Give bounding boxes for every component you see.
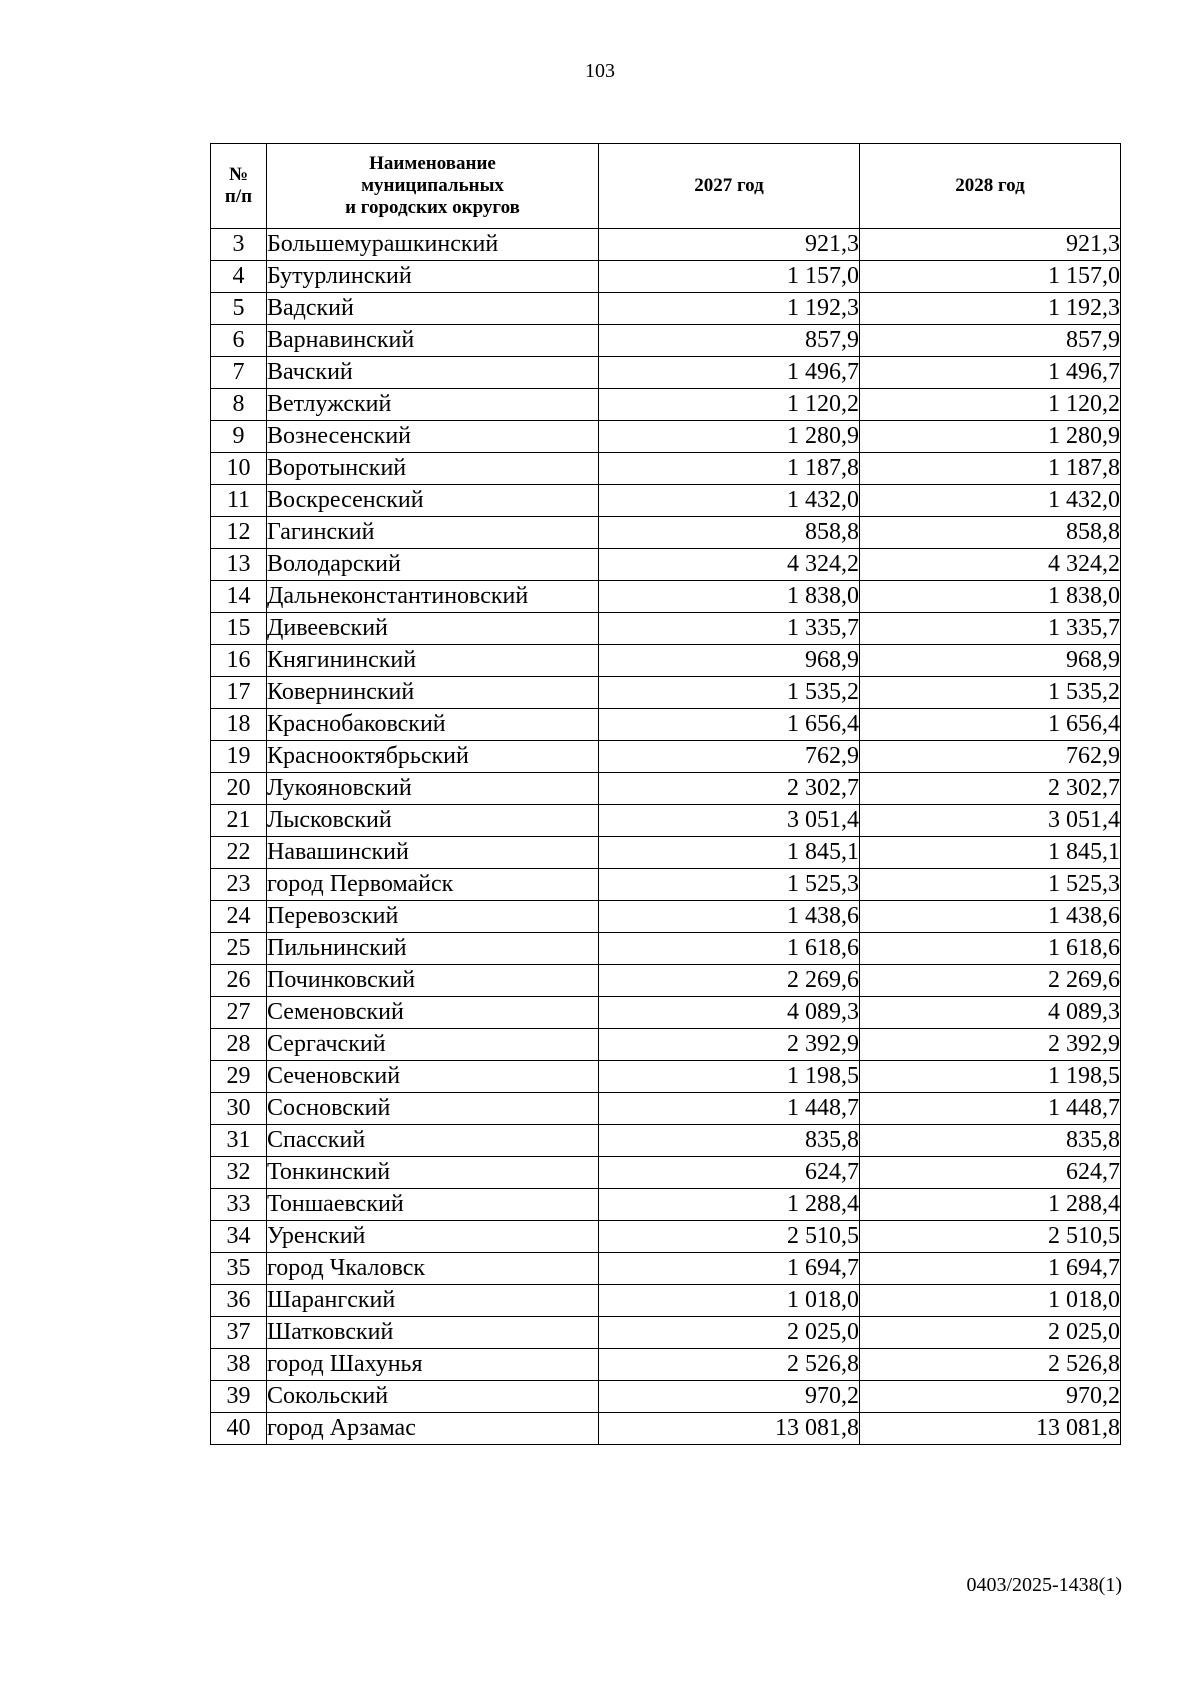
table-row — [211, 517, 1121, 549]
district-name-cell: Воротынский — [267, 453, 599, 485]
value-2027-cell: 1 496,7 — [599, 357, 860, 389]
value-2028-cell: 858,8 — [860, 517, 1121, 549]
table-row — [211, 901, 1121, 933]
table-row — [211, 1029, 1121, 1061]
table-row — [211, 1413, 1121, 1445]
value-2027-cell: 1 694,7 — [599, 1253, 860, 1285]
table-row — [211, 1285, 1121, 1317]
row-number-cell: 17 — [211, 677, 267, 709]
district-name-cell: Спасский — [267, 1125, 599, 1157]
document-code: 0403/2025-1438(1) — [966, 1574, 1122, 1596]
value-2027-cell: 1 618,6 — [599, 933, 860, 965]
row-number-cell: 26 — [211, 965, 267, 997]
table-row — [211, 229, 1121, 261]
value-2028-cell: 970,2 — [860, 1381, 1121, 1413]
value-2027-cell: 13 081,8 — [599, 1413, 860, 1445]
value-2027-cell: 1 288,4 — [599, 1189, 860, 1221]
row-number-cell: 4 — [211, 261, 267, 293]
table-row — [211, 357, 1121, 389]
value-2028-cell: 2 025,0 — [860, 1317, 1121, 1349]
value-2028-cell: 1 120,2 — [860, 389, 1121, 421]
value-2027-cell: 2 526,8 — [599, 1349, 860, 1381]
district-name-cell: Шарангский — [267, 1285, 599, 1317]
district-name-cell: Дивеевский — [267, 613, 599, 645]
value-2027-cell: 1 187,8 — [599, 453, 860, 485]
value-2028-cell: 1 192,3 — [860, 293, 1121, 325]
value-2028-cell: 1 496,7 — [860, 357, 1121, 389]
row-number-cell: 27 — [211, 997, 267, 1029]
value-2028-cell: 1 288,4 — [860, 1189, 1121, 1221]
value-2027-cell: 858,8 — [599, 517, 860, 549]
table-body — [211, 229, 1121, 1445]
row-number-cell: 5 — [211, 293, 267, 325]
district-name-cell: Сокольский — [267, 1381, 599, 1413]
value-2028-cell: 921,3 — [860, 229, 1121, 261]
table-row — [211, 1253, 1121, 1285]
district-name-cell: Большемурашкинский — [267, 229, 599, 261]
value-2028-cell: 624,7 — [860, 1157, 1121, 1189]
header-name-line: и городских округов — [345, 197, 520, 218]
table-row — [211, 453, 1121, 485]
district-name-cell: Володарский — [267, 549, 599, 581]
row-number-cell: 31 — [211, 1125, 267, 1157]
table-row — [211, 645, 1121, 677]
value-2027-cell: 1 448,7 — [599, 1093, 860, 1125]
table-row — [211, 1189, 1121, 1221]
row-number-cell: 20 — [211, 773, 267, 805]
district-name-cell: Варнавинский — [267, 325, 599, 357]
table-row — [211, 1317, 1121, 1349]
value-2027-cell: 2 302,7 — [599, 773, 860, 805]
header-year-2027: 2027 год — [599, 144, 860, 229]
district-name-cell: Дальнеконстантиновский — [267, 581, 599, 613]
row-number-cell: 10 — [211, 453, 267, 485]
district-name-cell: город Шахунья — [267, 1349, 599, 1381]
row-number-cell: 11 — [211, 485, 267, 517]
value-2028-cell: 1 280,9 — [860, 421, 1121, 453]
value-2028-cell: 4 324,2 — [860, 549, 1121, 581]
value-2027-cell: 1 192,3 — [599, 293, 860, 325]
value-2027-cell: 1 535,2 — [599, 677, 860, 709]
value-2028-cell: 1 694,7 — [860, 1253, 1121, 1285]
district-name-cell: город Первомайск — [267, 869, 599, 901]
table-row — [211, 325, 1121, 357]
district-name-cell: Навашинский — [267, 837, 599, 869]
district-name-cell: Краснооктябрьский — [267, 741, 599, 773]
value-2028-cell: 2 510,5 — [860, 1221, 1121, 1253]
value-2028-cell: 1 448,7 — [860, 1093, 1121, 1125]
table-row — [211, 549, 1121, 581]
table-row — [211, 709, 1121, 741]
value-2027-cell: 835,8 — [599, 1125, 860, 1157]
district-name-cell: Сергачский — [267, 1029, 599, 1061]
value-2028-cell: 1 432,0 — [860, 485, 1121, 517]
row-number-cell: 30 — [211, 1093, 267, 1125]
district-name-cell: Тонкинский — [267, 1157, 599, 1189]
value-2028-cell: 1 845,1 — [860, 837, 1121, 869]
district-name-cell: Семеновский — [267, 997, 599, 1029]
value-2027-cell: 1 018,0 — [599, 1285, 860, 1317]
row-number-cell: 25 — [211, 933, 267, 965]
value-2028-cell: 3 051,4 — [860, 805, 1121, 837]
header-name — [267, 144, 599, 229]
value-2027-cell: 1 157,0 — [599, 261, 860, 293]
value-2027-cell: 762,9 — [599, 741, 860, 773]
row-number-cell: 14 — [211, 581, 267, 613]
row-number-cell: 7 — [211, 357, 267, 389]
district-name-cell: Воскресенский — [267, 485, 599, 517]
table-row — [211, 1061, 1121, 1093]
district-name-cell: Лысковский — [267, 805, 599, 837]
header-num — [211, 144, 267, 229]
district-name-cell: город Арзамас — [267, 1413, 599, 1445]
value-2028-cell: 13 081,8 — [860, 1413, 1121, 1445]
table-row — [211, 997, 1121, 1029]
value-2027-cell: 3 051,4 — [599, 805, 860, 837]
district-name-cell: город Чкаловск — [267, 1253, 599, 1285]
row-number-cell: 28 — [211, 1029, 267, 1061]
table-row — [211, 421, 1121, 453]
table-row — [211, 581, 1121, 613]
table-header-row — [211, 144, 1121, 229]
district-name-cell: Уренский — [267, 1221, 599, 1253]
value-2028-cell: 2 269,6 — [860, 965, 1121, 997]
value-2028-cell: 1 157,0 — [860, 261, 1121, 293]
value-2027-cell: 624,7 — [599, 1157, 860, 1189]
table-row — [211, 933, 1121, 965]
value-2028-cell: 2 302,7 — [860, 773, 1121, 805]
value-2028-cell: 1 618,6 — [860, 933, 1121, 965]
page-number: 103 — [585, 60, 615, 82]
district-name-cell: Перевозский — [267, 901, 599, 933]
row-number-cell: 3 — [211, 229, 267, 261]
row-number-cell: 13 — [211, 549, 267, 581]
value-2027-cell: 2 392,9 — [599, 1029, 860, 1061]
district-name-cell: Шатковский — [267, 1317, 599, 1349]
value-2027-cell: 1 198,5 — [599, 1061, 860, 1093]
header-name-line: муниципальных — [361, 175, 504, 196]
table-row — [211, 1349, 1121, 1381]
data-table — [210, 143, 1121, 1445]
value-2028-cell: 835,8 — [860, 1125, 1121, 1157]
table-row — [211, 965, 1121, 997]
value-2028-cell: 2 392,9 — [860, 1029, 1121, 1061]
district-name-cell: Вознесенский — [267, 421, 599, 453]
header-name-line: Наименование — [369, 153, 496, 174]
district-name-cell: Ковернинский — [267, 677, 599, 709]
value-2027-cell: 1 120,2 — [599, 389, 860, 421]
table-row — [211, 1381, 1121, 1413]
table-row — [211, 1157, 1121, 1189]
value-2027-cell: 1 335,7 — [599, 613, 860, 645]
value-2028-cell: 857,9 — [860, 325, 1121, 357]
district-name-cell: Вадский — [267, 293, 599, 325]
district-name-cell: Вачский — [267, 357, 599, 389]
row-number-cell: 24 — [211, 901, 267, 933]
table-row — [211, 485, 1121, 517]
value-2027-cell: 1 656,4 — [599, 709, 860, 741]
value-2027-cell: 968,9 — [599, 645, 860, 677]
value-2027-cell: 1 845,1 — [599, 837, 860, 869]
row-number-cell: 22 — [211, 837, 267, 869]
value-2028-cell: 1 438,6 — [860, 901, 1121, 933]
row-number-cell: 23 — [211, 869, 267, 901]
district-name-cell: Краснобаковский — [267, 709, 599, 741]
value-2028-cell: 1 198,5 — [860, 1061, 1121, 1093]
value-2027-cell: 2 025,0 — [599, 1317, 860, 1349]
table-row — [211, 869, 1121, 901]
value-2027-cell: 1 525,3 — [599, 869, 860, 901]
value-2028-cell: 2 526,8 — [860, 1349, 1121, 1381]
table-row — [211, 741, 1121, 773]
value-2028-cell: 1 838,0 — [860, 581, 1121, 613]
value-2028-cell: 4 089,3 — [860, 997, 1121, 1029]
value-2027-cell: 2 510,5 — [599, 1221, 860, 1253]
value-2028-cell: 1 187,8 — [860, 453, 1121, 485]
value-2027-cell: 4 324,2 — [599, 549, 860, 581]
table-row — [211, 389, 1121, 421]
value-2027-cell: 4 089,3 — [599, 997, 860, 1029]
district-name-cell: Княгининский — [267, 645, 599, 677]
value-2028-cell: 968,9 — [860, 645, 1121, 677]
row-number-cell: 9 — [211, 421, 267, 453]
value-2028-cell: 1 535,2 — [860, 677, 1121, 709]
table-row — [211, 1125, 1121, 1157]
row-number-cell: 33 — [211, 1189, 267, 1221]
value-2028-cell: 1 525,3 — [860, 869, 1121, 901]
row-number-cell: 16 — [211, 645, 267, 677]
row-number-cell: 36 — [211, 1285, 267, 1317]
row-number-cell: 8 — [211, 389, 267, 421]
header-num-line: № — [228, 164, 249, 185]
value-2027-cell: 2 269,6 — [599, 965, 860, 997]
table-row — [211, 613, 1121, 645]
district-name-cell: Лукояновский — [267, 773, 599, 805]
district-name-cell: Пильнинский — [267, 933, 599, 965]
row-number-cell: 21 — [211, 805, 267, 837]
value-2028-cell: 1 656,4 — [860, 709, 1121, 741]
district-name-cell: Тоншаевский — [267, 1189, 599, 1221]
table-row — [211, 293, 1121, 325]
value-2028-cell: 762,9 — [860, 741, 1121, 773]
table-row — [211, 261, 1121, 293]
district-name-cell: Бутурлинский — [267, 261, 599, 293]
row-number-cell: 34 — [211, 1221, 267, 1253]
district-name-cell: Сосновский — [267, 1093, 599, 1125]
value-2028-cell: 1 018,0 — [860, 1285, 1121, 1317]
row-number-cell: 6 — [211, 325, 267, 357]
row-number-cell: 15 — [211, 613, 267, 645]
row-number-cell: 29 — [211, 1061, 267, 1093]
district-name-cell: Ветлужский — [267, 389, 599, 421]
header-year-2028: 2028 год — [860, 144, 1121, 229]
row-number-cell: 32 — [211, 1157, 267, 1189]
header-num-line: п/п — [224, 186, 253, 207]
row-number-cell: 18 — [211, 709, 267, 741]
value-2027-cell: 1 438,6 — [599, 901, 860, 933]
table-row — [211, 773, 1121, 805]
district-name-cell: Починковский — [267, 965, 599, 997]
district-name-cell: Гагинский — [267, 517, 599, 549]
row-number-cell: 39 — [211, 1381, 267, 1413]
table-row — [211, 677, 1121, 709]
district-name-cell: Сеченовский — [267, 1061, 599, 1093]
table-row — [211, 805, 1121, 837]
value-2027-cell: 1 280,9 — [599, 421, 860, 453]
row-number-cell: 35 — [211, 1253, 267, 1285]
value-2027-cell: 1 838,0 — [599, 581, 860, 613]
row-number-cell: 40 — [211, 1413, 267, 1445]
row-number-cell: 37 — [211, 1317, 267, 1349]
row-number-cell: 38 — [211, 1349, 267, 1381]
table-row — [211, 1093, 1121, 1125]
value-2028-cell: 1 335,7 — [860, 613, 1121, 645]
table-row — [211, 1221, 1121, 1253]
value-2027-cell: 1 432,0 — [599, 485, 860, 517]
row-number-cell: 19 — [211, 741, 267, 773]
table-row — [211, 837, 1121, 869]
value-2027-cell: 921,3 — [599, 229, 860, 261]
value-2027-cell: 857,9 — [599, 325, 860, 357]
value-2027-cell: 970,2 — [599, 1381, 860, 1413]
row-number-cell: 12 — [211, 517, 267, 549]
